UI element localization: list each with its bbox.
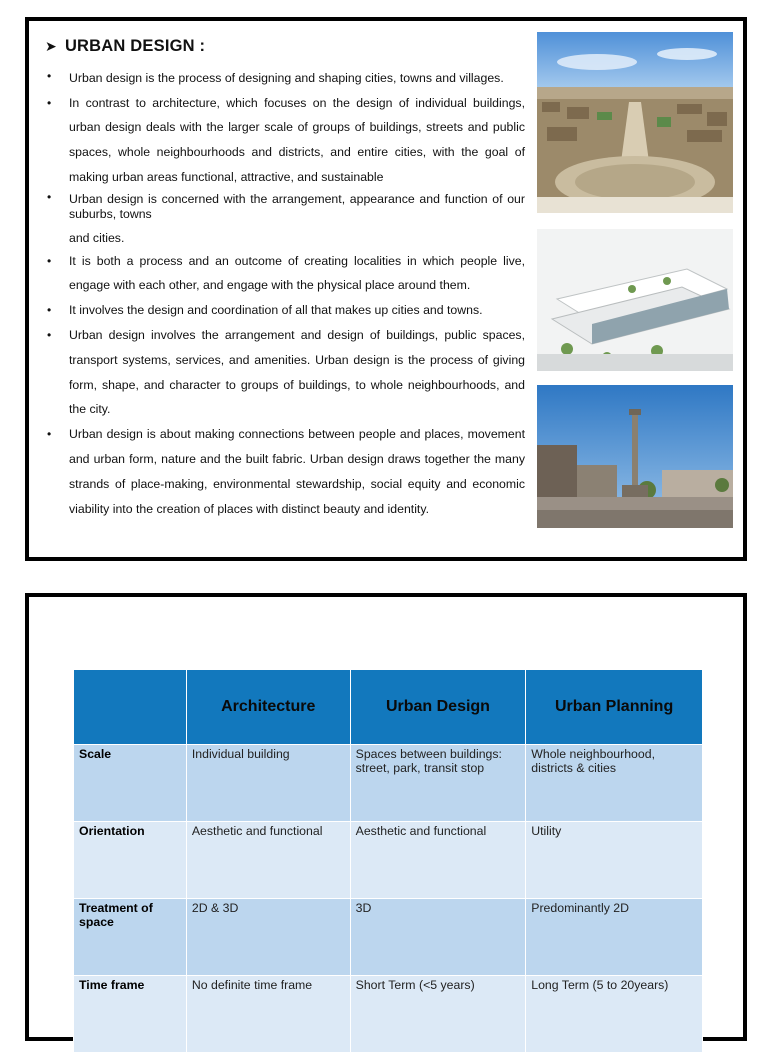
row-label: Orientation [74, 822, 187, 899]
table-cell: Long Term (5 to 20years) [526, 976, 703, 1053]
bullet-item [43, 422, 525, 521]
table-header-cell: Urban Design [350, 670, 526, 745]
table-cell: Utility [526, 822, 703, 899]
table-cell: 2D & 3D [186, 899, 350, 976]
table-row [74, 745, 703, 822]
bullet-dot-icon: • [47, 189, 52, 204]
slide-title-text: URBAN DESIGN : [64, 37, 206, 55]
bullet-text: Urban design is the process of designing and shaping cities, towns and villages. [69, 71, 504, 85]
row-label: Scale [74, 745, 187, 822]
table-header-cell [74, 670, 187, 745]
photo-modern-building [537, 229, 733, 371]
table-header-cell: Urban Planning [526, 670, 703, 745]
bullet-item [43, 91, 525, 190]
bullet-text: Urban design is concerned with the arrangement, appearance and function of our suburbs, towns [69, 191, 525, 222]
row-label: Time frame [74, 976, 187, 1053]
row-label: Treatment of space [74, 899, 187, 976]
table-cell: Predominantly 2D [526, 899, 703, 976]
table-cell: Individual building [186, 745, 350, 822]
bullet-text: In contrast to architecture, which focuses on the design of individual buildings, urban design deals with the larger scale of groups of buildings, streets and public spaces, whole neighbourhoods and districts, and entire cities, with the goal of making urban areas functional, attractive, and sustainable [69, 95, 525, 184]
bullet-dot-icon: • [47, 427, 52, 442]
table-cell: Aesthetic and functional [186, 822, 350, 899]
table-header-cell: Architecture [186, 670, 350, 745]
table-row [74, 822, 703, 899]
table-cell: No definite time frame [186, 976, 350, 1053]
table-cell: Short Term (<5 years) [350, 976, 526, 1053]
arrow-bullet-icon: ➤ [45, 38, 57, 54]
slide-urban-design [25, 17, 747, 561]
table-cell: Whole neighbourhood, districts & cities [526, 745, 703, 822]
bullet-text: It involves the design and coordination of all that makes up cities and towns. [69, 303, 483, 318]
photo-square-column [537, 385, 733, 528]
table-cell: Spaces between buildings: street, park, transit stop [350, 745, 526, 822]
bullet-item [43, 69, 525, 91]
bullet-item [43, 298, 525, 323]
table-row [74, 899, 703, 976]
bullet-text: It is both a process and an outcome of creating localities in which people live, engage with each other, and engage with the physical place around them. [69, 253, 525, 293]
bullet-item [43, 249, 525, 299]
bullet-dot-icon: • [47, 69, 52, 83]
slide-title [45, 37, 205, 56]
photo-aerial-city-square [537, 32, 733, 213]
table-cell: Aesthetic and functional [350, 822, 526, 899]
bullet-item [43, 323, 525, 422]
bullet-dot-icon: • [47, 328, 52, 343]
slide-comparison-table [25, 593, 747, 1041]
bullet-dot-icon: • [47, 303, 52, 318]
bullet-item [43, 190, 525, 227]
table-row [74, 976, 703, 1053]
table-cell: 3D [350, 899, 526, 976]
bullet-dot-icon: • [47, 95, 52, 110]
bullet-text: Urban design is about making connections between people and places, movement and urban form, nature and the built fabric. Urban design draws together the many strands of place-making, environmental stewardship, social equity and economic viability into the creation of places with distinct beauty and identity. [69, 427, 525, 516]
bullet-continuation: and cities. [69, 230, 125, 245]
bullet-list [43, 69, 525, 521]
bullet-dot-icon: • [47, 253, 52, 268]
bullet-text: Urban design involves the arrangement and design of buildings, public spaces, transport systems, services, and amenities. Urban design is the process of giving form, shape, and character to groups of buildings, to whole neighbourhoods, and the city. [69, 328, 525, 417]
table-header-row [74, 670, 703, 745]
comparison-table [73, 669, 703, 1053]
